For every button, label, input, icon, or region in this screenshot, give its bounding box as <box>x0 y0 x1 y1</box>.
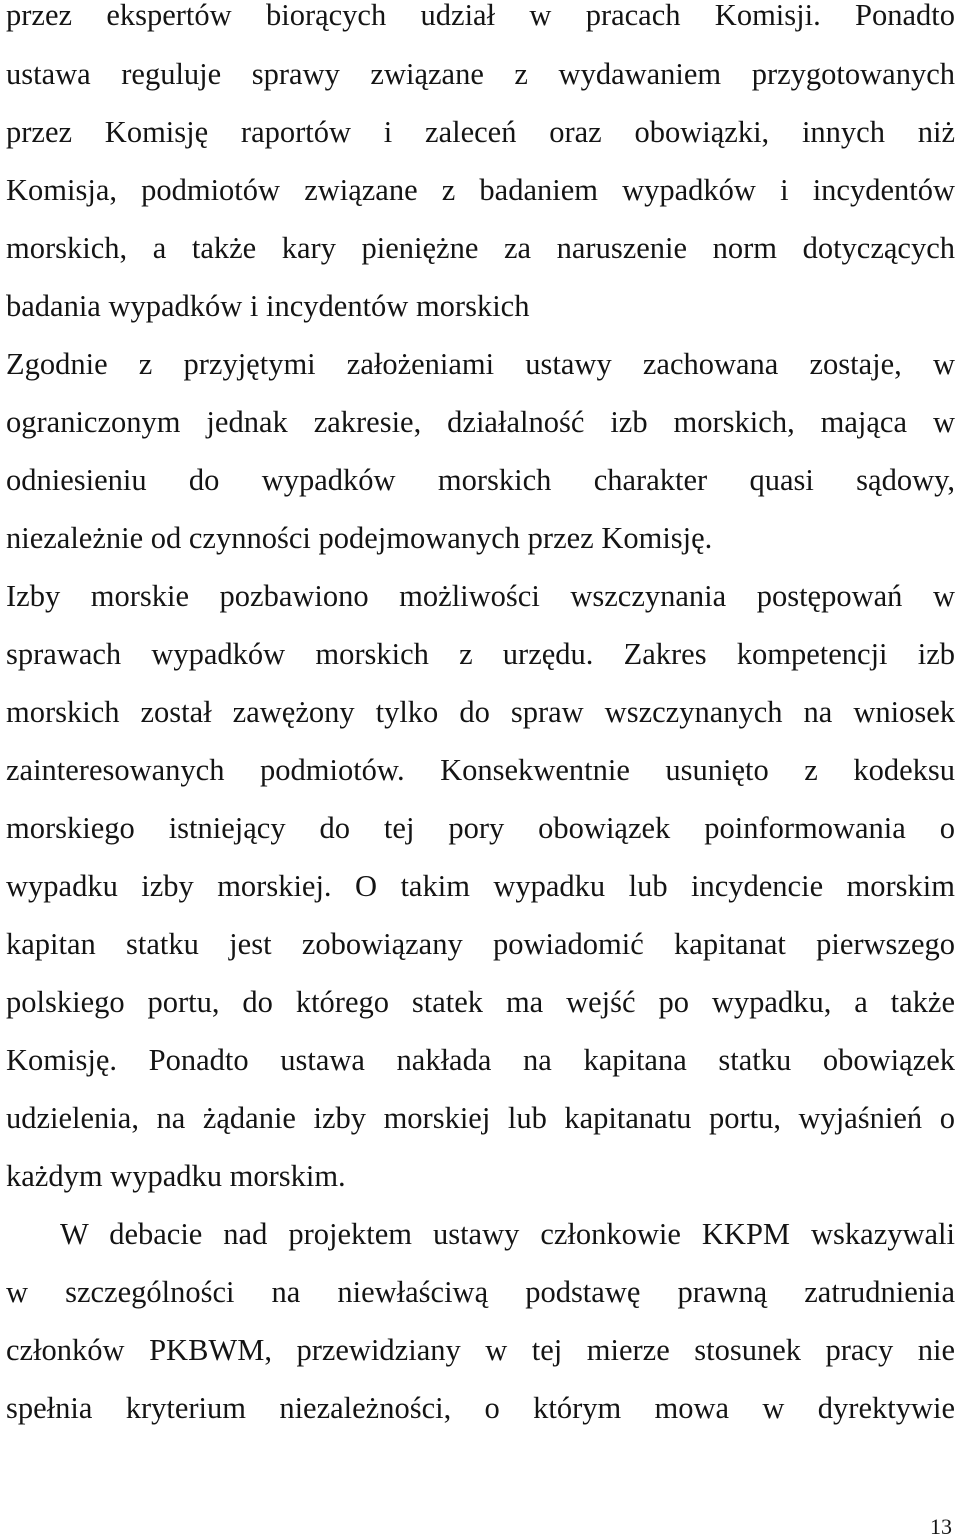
text-line-17: kapitan statku jest zobowiązany powiadomić kapitanat pierwszego <box>6 927 955 961</box>
text-line-12: sprawach wypadków morskich z urzędu. Zakres kompetencji izb <box>6 637 955 671</box>
text-line-9: odniesieniu do wypadków morskich charakter quasi sądowy, <box>6 463 955 497</box>
text-line-21: każdym wypadku morskim. <box>6 1159 346 1193</box>
text-line-19: Komisję. Ponadto ustawa nakłada na kapitana statku obowiązek <box>6 1043 955 1077</box>
text-line-8: ograniczonym jednak zakresie, działalność izb morskich, mająca w <box>6 405 955 439</box>
text-line-14: zainteresowanych podmiotów. Konsekwentnie usunięto z kodeksu <box>6 753 955 787</box>
text-line-1: przez ekspertów biorących udział w pracach Komisji. Ponadto <box>6 0 955 32</box>
text-line-7: Zgodnie z przyjętymi założeniami ustawy zachowana zostaje, w <box>6 347 955 381</box>
text-line-4: Komisja, podmiotów związane z badaniem wypadków i incydentów <box>6 173 955 207</box>
page-number: 13 <box>930 1514 952 1539</box>
text-line-22: W debacie nad projektem ustawy członkowie KKPM wskazywali <box>60 1217 955 1251</box>
text-line-5: morskich, a także kary pieniężne za naruszenie norm dotyczących <box>6 231 955 265</box>
text-line-24: członków PKBWM, przewidziany w tej mierze stosunek pracy nie <box>6 1333 955 1367</box>
text-line-10: niezależnie od czynności podejmowanych przez Komisję. <box>6 521 713 555</box>
text-line-15: morskiego istniejący do tej pory obowiązek poinformowania o <box>6 811 955 845</box>
text-line-6: badania wypadków i incydentów morskich <box>6 289 530 323</box>
text-line-23: w szczególności na niewłaściwą podstawę prawną zatrudnienia <box>6 1275 955 1309</box>
text-line-13: morskich został zawężony tylko do spraw wszczynanych na wniosek <box>6 695 955 729</box>
text-line-2: ustawa reguluje sprawy związane z wydawaniem przygotowanych <box>6 57 955 91</box>
text-line-11: Izby morskie pozbawiono możliwości wszczynania postępowań w <box>6 579 955 613</box>
text-line-16: wypadku izby morskiej. O takim wypadku lub incydencie morskim <box>6 869 955 903</box>
text-line-25: spełnia kryterium niezależności, o którym mowa w dyrektywie <box>6 1391 955 1425</box>
text-line-18: polskiego portu, do którego statek ma wejść po wypadku, a także <box>6 985 955 1019</box>
text-line-3: przez Komisję raportów i zaleceń oraz obowiązki, innych niż <box>6 115 955 149</box>
text-line-20: udzielenia, na żądanie izby morskiej lub kapitanatu portu, wyjaśnień o <box>6 1101 955 1135</box>
